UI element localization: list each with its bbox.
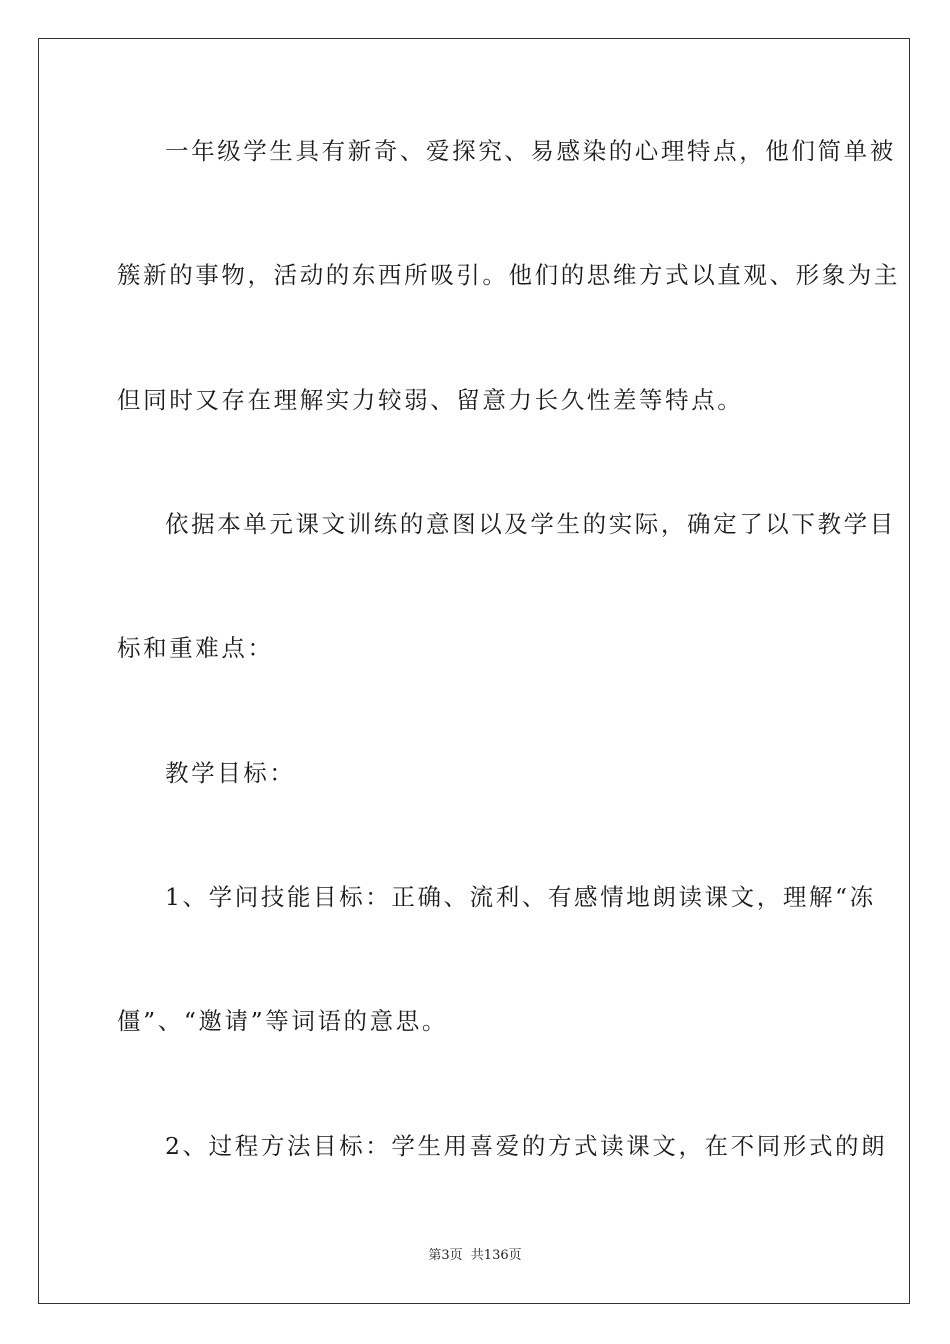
page-border: [38, 38, 910, 1304]
page-footer: [0, 1248, 950, 1264]
page-number: 第3页: [428, 1248, 463, 1263]
page-total: 共136页: [470, 1248, 522, 1263]
paragraph-line: 1、学问技能目标：正确、流利、有感情地朗读课文，理解“冻: [165, 883, 876, 911]
paragraph-line: 依据本单元课文训练的意图以及学生的实际，确定了以下教学目: [165, 510, 896, 538]
paragraph-line: 一年级学生具有新奇、爱探究、易感染的心理特点，他们简单被: [165, 137, 896, 165]
paragraph-line: 簇新的事物，活动的东西所吸引。他们的思维方式以直观、形象为主: [117, 261, 900, 289]
paragraph-line: 标和重难点：: [117, 634, 274, 662]
paragraph-line: 僵”、“邀请”等词语的意思。: [117, 1007, 448, 1035]
paragraph-line: 2、过程方法目标：学生用喜爱的方式读课文，在不同形式的朗: [165, 1132, 888, 1160]
section-heading: 教学目标：: [165, 759, 296, 787]
paragraph-line: 但同时又存在理解实力较弱、留意力长久性差等特点。: [117, 386, 744, 414]
